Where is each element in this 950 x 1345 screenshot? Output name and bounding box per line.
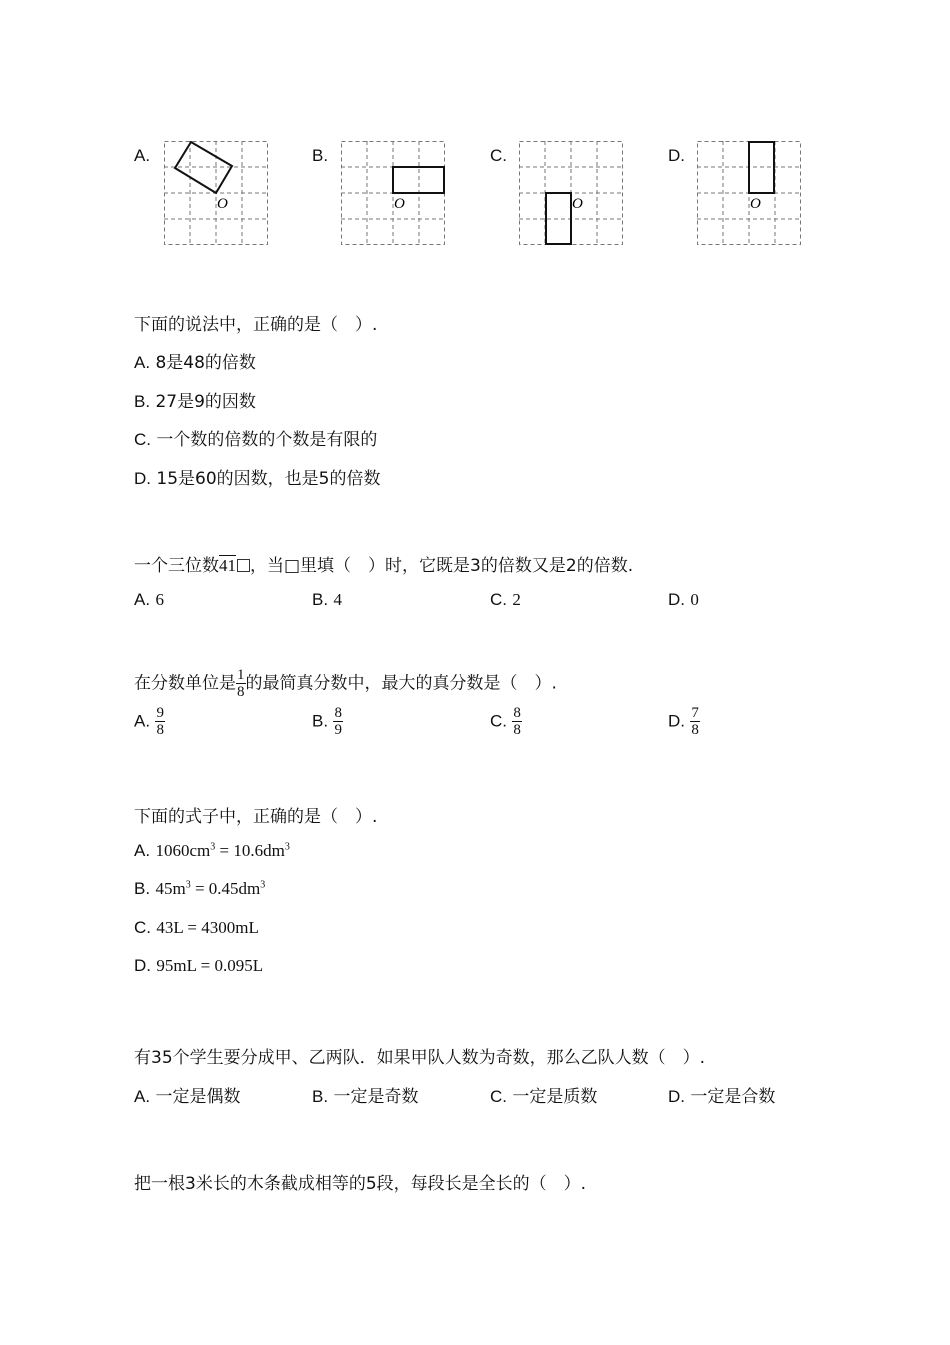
question-stem: 下面的说法中，正确的是（ ）. xyxy=(134,315,378,335)
option-a[interactable]: A. $\frac{9}{8}$ xyxy=(134,705,164,738)
fraction: $\frac{1}{8}$ xyxy=(237,667,245,700)
option-b[interactable]: B. 27是9的因数 xyxy=(134,392,256,412)
option-c[interactable]: C. $\frac{8}{8}$ xyxy=(490,705,521,738)
option-d[interactable]: D. 95mL = 0.095L xyxy=(134,956,264,975)
blank-square-icon xyxy=(237,559,250,572)
option-c[interactable]: C. 一定是质数 xyxy=(490,1087,598,1107)
option-c[interactable]: C. 2 xyxy=(490,590,521,609)
option-d-label[interactable]: D. xyxy=(668,146,685,165)
origin-label: O xyxy=(394,196,405,212)
option-d[interactable]: D. 一定是合数 xyxy=(668,1087,776,1107)
figure-c[interactable] xyxy=(519,141,623,245)
option-d[interactable]: D. 0 xyxy=(668,590,699,609)
option-d[interactable]: D. $\frac{7}{8}$ xyxy=(668,705,699,738)
option-a[interactable]: A. 一定是偶数 xyxy=(134,1087,241,1107)
option-b[interactable]: B. $\frac{8}{9}$ xyxy=(312,705,342,738)
origin-label: O xyxy=(217,196,228,212)
option-c[interactable]: C. 43L = 4300mL xyxy=(134,918,259,937)
option-c-label[interactable]: C. xyxy=(490,146,507,165)
question-stem: 把一根3米长的木条截成相等的5段，每段长是全长的（ ）. xyxy=(134,1174,587,1194)
option-c[interactable]: C. 一个数的倍数的个数是有限的 xyxy=(134,430,378,450)
option-a[interactable]: A. $1060cm^3 = 10.6dm^3$ xyxy=(134,841,290,860)
option-a-label[interactable]: A. xyxy=(134,146,151,165)
origin-label: O xyxy=(750,196,761,212)
question-stem: 有35个学生要分成甲、乙两队．如果甲队人数为奇数，那么乙队人数（ ）. xyxy=(134,1048,706,1068)
option-b-label[interactable]: B. xyxy=(312,146,329,165)
option-b[interactable]: B. 一定是奇数 xyxy=(312,1087,419,1107)
figure-a[interactable] xyxy=(164,141,268,245)
figure-d[interactable] xyxy=(697,141,801,245)
origin-label: O xyxy=(572,196,583,212)
option-a[interactable]: A. 8是48的倍数 xyxy=(134,353,256,373)
question-stem: 下面的式子中，正确的是（ ）. xyxy=(134,807,378,827)
question-stem: 一个三位数41 ，当□里填（ ）时，它既是3的倍数又是2的倍数. xyxy=(134,556,634,576)
overlined-number: 41 xyxy=(219,556,250,575)
question-stem: 在分数单位是 $\frac{1}{8}$ 的最简真分数中，最大的真分数是（ ）. xyxy=(134,667,557,700)
option-a[interactable]: A. 6 xyxy=(134,590,164,609)
option-b[interactable]: B. 4 xyxy=(312,590,342,609)
option-d[interactable]: D. 15是60的因数，也是5的倍数 xyxy=(134,469,381,489)
option-b[interactable]: B. $45m^3 = 0.45dm^3$ xyxy=(134,879,266,898)
figure-b[interactable] xyxy=(341,141,445,245)
